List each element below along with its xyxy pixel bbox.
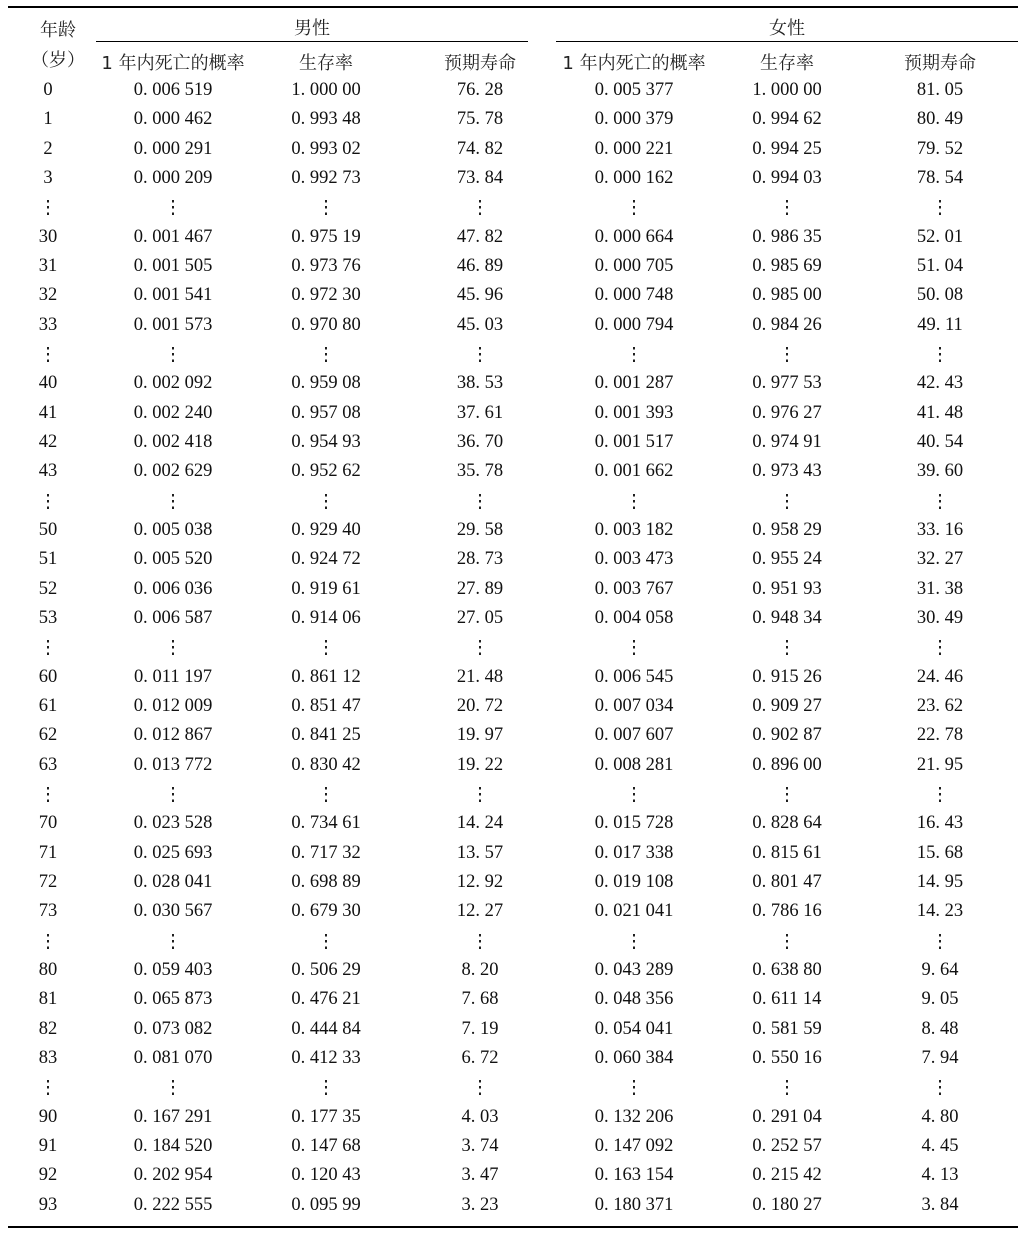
table-cell-age: 50 — [38, 519, 58, 540]
table-cell-female-life-expectancy: 9. 64 — [921, 959, 959, 980]
table-cell-male-survival-rate: 0. 993 02 — [291, 138, 361, 159]
table-cell-female-death-probability: 0. 007 034 — [594, 695, 674, 716]
table-cell-male-survival-rate: 0. 095 99 — [291, 1194, 361, 1215]
table-cell-female-life-expectancy: ⋮ — [930, 344, 950, 365]
table-cell-female-life-expectancy: 51. 04 — [916, 255, 964, 276]
table-cell-male-death-probability: 0. 006 036 — [133, 578, 213, 599]
table-cell-male-life-expectancy: 7. 19 — [461, 1018, 499, 1039]
table-cell-female-life-expectancy: 7. 94 — [921, 1047, 959, 1068]
table-cell-male-life-expectancy: ⋮ — [470, 638, 490, 659]
table-cell-female-death-probability: 0. 004 058 — [594, 607, 674, 628]
header-female-life-expectancy: 预期寿命 — [904, 53, 976, 74]
table-cell-male-life-expectancy: 76. 28 — [456, 80, 504, 100]
table-cell-male-death-probability: 0. 000 462 — [133, 109, 213, 130]
table-cell-male-life-expectancy: 20. 72 — [456, 695, 504, 716]
table-cell-male-death-probability: 0. 005 038 — [133, 519, 213, 540]
table-cell-female-life-expectancy: ⋮ — [930, 198, 950, 219]
header-female-group: 女性 — [769, 18, 805, 39]
table-cell-female-death-probability: 0. 001 287 — [594, 373, 674, 394]
table-cell-age: 33 — [38, 314, 58, 335]
table-cell-female-survival-rate: ⋮ — [777, 638, 797, 659]
table-cell-female-survival-rate: ⋮ — [777, 198, 797, 219]
table-cell-age: 92 — [38, 1165, 58, 1186]
table-cell-male-life-expectancy: ⋮ — [470, 491, 490, 512]
table-cell-male-life-expectancy: 13. 57 — [456, 842, 504, 863]
table-cell-female-life-expectancy: 9. 05 — [921, 989, 959, 1010]
table-cell-female-survival-rate: 0. 994 25 — [752, 138, 822, 159]
table-cell-male-survival-rate: 0. 830 42 — [291, 754, 361, 775]
table-cell-female-survival-rate: 0. 638 80 — [752, 959, 822, 980]
table-cell-female-death-probability: ⋮ — [624, 1078, 644, 1099]
table-cell-male-death-probability: ⋮ — [163, 491, 183, 512]
table-cell-female-life-expectancy: 21. 95 — [916, 754, 964, 775]
table-cell-female-death-probability: 0. 015 728 — [594, 813, 674, 834]
table-cell-female-life-expectancy: 16. 43 — [916, 813, 964, 834]
table-cell-female-life-expectancy: ⋮ — [930, 638, 950, 659]
table-cell-female-death-probability: ⋮ — [624, 344, 644, 365]
table-cell-male-survival-rate: 0. 698 89 — [291, 871, 361, 892]
table-cell-female-survival-rate: ⋮ — [777, 784, 797, 805]
table-cell-male-death-probability: 0. 059 403 — [133, 959, 213, 980]
table-cell-female-life-expectancy: 40. 54 — [916, 431, 964, 452]
table-cell-male-death-probability: 0. 013 772 — [133, 754, 213, 775]
table-cell-age: 93 — [38, 1194, 58, 1215]
table-cell-male-life-expectancy: 7. 68 — [461, 989, 499, 1010]
table-cell-female-life-expectancy: 14. 23 — [916, 901, 964, 922]
table-cell-female-life-expectancy: 50. 08 — [916, 285, 964, 306]
table-cell-female-death-probability: 0. 163 154 — [594, 1165, 674, 1186]
table-cell-female-survival-rate: 0. 986 35 — [752, 226, 822, 247]
table-cell-male-death-probability: 0. 012 867 — [133, 725, 213, 746]
table-cell-male-death-probability: ⋮ — [163, 1078, 183, 1099]
table-cell-male-survival-rate: 0. 476 21 — [291, 989, 361, 1010]
table-cell-female-survival-rate: 0. 973 43 — [752, 461, 822, 482]
table-cell-male-death-probability: 0. 025 693 — [133, 842, 213, 863]
table-cell-age: 32 — [38, 285, 58, 306]
table-cell-male-survival-rate: 0. 506 29 — [291, 959, 361, 980]
table-cell-female-survival-rate: 0. 815 61 — [752, 842, 822, 863]
table-cell-female-survival-rate: 0. 994 03 — [752, 167, 822, 188]
table-cell-male-death-probability: 0. 006 587 — [133, 607, 213, 628]
table-cell-female-death-probability: 0. 000 794 — [594, 314, 674, 335]
table-cell-male-life-expectancy: 21. 48 — [456, 666, 504, 687]
table-cell-male-survival-rate: 0. 957 08 — [291, 402, 361, 423]
table-cell-female-life-expectancy: 78. 54 — [916, 167, 964, 188]
table-cell-female-life-expectancy: 22. 78 — [916, 725, 964, 746]
table-cell-age: 1 — [43, 109, 53, 130]
table-cell-female-death-probability: 0. 000 664 — [594, 226, 674, 247]
table-cell-female-survival-rate: 0. 951 93 — [752, 578, 822, 599]
table-cell-female-life-expectancy: 41. 48 — [916, 402, 964, 423]
table-cell-female-survival-rate: 0. 948 34 — [752, 607, 822, 628]
table-cell-male-life-expectancy: 8. 20 — [461, 959, 499, 980]
table-cell-age: 52 — [38, 578, 58, 599]
table-cell-male-death-probability: 0. 065 873 — [133, 989, 213, 1010]
table-cell-female-death-probability: ⋮ — [624, 491, 644, 512]
table-cell-female-survival-rate: 0. 550 16 — [752, 1047, 822, 1068]
table-cell-age: 91 — [38, 1135, 58, 1156]
table-cell-male-death-probability: 0. 081 070 — [133, 1047, 213, 1068]
table-cell-male-survival-rate: 0. 993 48 — [291, 109, 361, 130]
table-cell-male-survival-rate: 0. 914 06 — [291, 607, 361, 628]
table-cell-female-death-probability: 0. 001 393 — [594, 402, 674, 423]
table-cell-male-death-probability: 0. 002 629 — [133, 461, 213, 482]
table-cell-age: 31 — [38, 255, 58, 276]
table-cell-age: 53 — [38, 607, 58, 628]
table-cell-female-death-probability: 0. 003 182 — [594, 519, 674, 540]
table-cell-male-death-probability: ⋮ — [163, 931, 183, 952]
table-cell-female-death-probability: 0. 006 545 — [594, 666, 674, 687]
table-cell-female-death-probability: 0. 019 108 — [594, 871, 674, 892]
table-cell-female-survival-rate: 0. 985 69 — [752, 255, 822, 276]
table-cell-female-survival-rate: 1. 000 00 — [752, 80, 822, 100]
table-cell-female-death-probability: 0. 132 206 — [594, 1106, 674, 1127]
table-cell-male-survival-rate: ⋮ — [316, 638, 336, 659]
table-cell-age: 82 — [38, 1018, 58, 1039]
table-cell-male-survival-rate: ⋮ — [316, 491, 336, 512]
table-cell-female-life-expectancy: 8. 48 — [921, 1018, 959, 1039]
table-cell-male-survival-rate: ⋮ — [316, 784, 336, 805]
table-cell-age: 43 — [38, 461, 58, 482]
table-cell-female-death-probability: ⋮ — [624, 198, 644, 219]
table-cell-male-death-probability: 0. 028 041 — [133, 871, 213, 892]
table-cell-female-death-probability: 0. 000 379 — [594, 109, 674, 130]
table-cell-female-life-expectancy: 23. 62 — [916, 695, 964, 716]
table-cell-female-survival-rate: ⋮ — [777, 491, 797, 512]
table-cell-female-death-probability: ⋮ — [624, 784, 644, 805]
table-cell-male-life-expectancy: 37. 61 — [456, 402, 504, 423]
table-cell-male-survival-rate: 0. 959 08 — [291, 373, 361, 394]
table-cell-male-survival-rate: 0. 970 80 — [291, 314, 361, 335]
table-cell-age: 2 — [43, 138, 53, 159]
table-cell-male-survival-rate: 0. 924 72 — [291, 549, 361, 570]
table-cell-male-death-probability: ⋮ — [163, 638, 183, 659]
table-cell-age: 41 — [38, 402, 58, 423]
table-cell-male-survival-rate: 0. 992 73 — [291, 167, 361, 188]
table-cell-female-death-probability: 0. 000 221 — [594, 138, 674, 159]
table-cell-male-life-expectancy: 38. 53 — [456, 373, 504, 394]
table-cell-female-life-expectancy: 52. 01 — [916, 226, 964, 247]
table-cell-male-life-expectancy: ⋮ — [470, 931, 490, 952]
table-cell-male-survival-rate: ⋮ — [316, 198, 336, 219]
table-cell-male-death-probability: 0. 030 567 — [133, 901, 213, 922]
table-cell-female-survival-rate: 0. 977 53 — [752, 373, 822, 394]
table-cell-male-death-probability: 0. 002 240 — [133, 402, 213, 423]
table-cell-female-life-expectancy: 15. 68 — [916, 842, 964, 863]
table-cell-female-survival-rate: 0. 974 91 — [752, 431, 822, 452]
table-cell-female-survival-rate: 0. 291 04 — [752, 1106, 822, 1127]
table-cell-female-life-expectancy: 32. 27 — [916, 549, 964, 570]
table-cell-female-life-expectancy: ⋮ — [930, 491, 950, 512]
header-age-line1: 年龄 — [40, 20, 76, 41]
table-cell-male-life-expectancy: 28. 73 — [456, 549, 504, 570]
table-cell-male-survival-rate: 0. 919 61 — [291, 578, 361, 599]
table-cell-male-life-expectancy: ⋮ — [470, 198, 490, 219]
table-cell-female-death-probability: 0. 054 041 — [594, 1018, 674, 1039]
table-cell-female-life-expectancy: 14. 95 — [916, 871, 964, 892]
table-cell-male-survival-rate: ⋮ — [316, 931, 336, 952]
table-cell-male-survival-rate: 0. 952 62 — [291, 461, 361, 482]
table-cell-female-death-probability: 0. 000 705 — [594, 255, 674, 276]
table-cell-male-life-expectancy: 46. 89 — [456, 255, 504, 276]
table-cell-male-survival-rate: 0. 734 61 — [291, 813, 361, 834]
table-cell-male-survival-rate: 0. 147 68 — [291, 1135, 361, 1156]
table-cell-male-death-probability: 0. 005 520 — [133, 549, 213, 570]
table-cell-male-death-probability: 0. 202 954 — [133, 1165, 213, 1186]
table-cell-male-life-expectancy: 27. 05 — [456, 607, 504, 628]
table-cell-male-life-expectancy: 35. 78 — [456, 461, 504, 482]
table-cell-male-life-expectancy: ⋮ — [470, 344, 490, 365]
table-cell-male-life-expectancy: 3. 74 — [461, 1135, 499, 1156]
table-cell-male-survival-rate: 0. 444 84 — [291, 1018, 361, 1039]
table-cell-male-life-expectancy: 6. 72 — [461, 1047, 499, 1068]
table-cell-female-life-expectancy: ⋮ — [930, 931, 950, 952]
table-cell-age: 90 — [38, 1106, 58, 1127]
table-cell-male-life-expectancy: 12. 92 — [456, 871, 504, 892]
table-cell-female-death-probability: ⋮ — [624, 931, 644, 952]
table-cell-age: 63 — [38, 754, 58, 775]
header-male-group: 男性 — [294, 18, 330, 39]
table-cell-age: 81 — [38, 989, 58, 1010]
table-cell-age: 51 — [38, 549, 58, 570]
table-cell-female-survival-rate: 0. 955 24 — [752, 549, 822, 570]
table-cell-male-survival-rate: 0. 120 43 — [291, 1165, 361, 1186]
table-cell-male-death-probability: 0. 184 520 — [133, 1135, 213, 1156]
table-cell-female-life-expectancy: ⋮ — [930, 784, 950, 805]
header-male-death-probability: 1 年内死亡的概率 — [101, 53, 245, 74]
table-cell-female-survival-rate: 0. 896 00 — [752, 754, 822, 775]
table-cell-male-survival-rate: 0. 972 30 — [291, 285, 361, 306]
table-cell-age: 3 — [43, 167, 53, 188]
table-cell-female-survival-rate: 0. 984 26 — [752, 314, 822, 335]
table-cell-male-death-probability: 0. 167 291 — [133, 1106, 213, 1127]
table-cell-female-life-expectancy: 80. 49 — [916, 109, 964, 130]
table-cell-age: 40 — [38, 373, 58, 394]
header-male-life-expectancy: 预期寿命 — [444, 53, 516, 74]
table-cell-male-death-probability: 0. 000 291 — [133, 138, 213, 159]
table-cell-female-death-probability: 0. 005 377 — [594, 80, 674, 100]
table-cell-male-survival-rate: 0. 679 30 — [291, 901, 361, 922]
table-cell-female-survival-rate: 0. 215 42 — [752, 1165, 822, 1186]
table-cell-male-survival-rate: 0. 973 76 — [291, 255, 361, 276]
table-cell-female-survival-rate: 0. 581 59 — [752, 1018, 822, 1039]
table-cell-female-survival-rate: 0. 828 64 — [752, 813, 822, 834]
table-cell-male-life-expectancy: ⋮ — [470, 1078, 490, 1099]
table-cell-male-survival-rate: ⋮ — [316, 344, 336, 365]
table-cell-age: 42 — [38, 431, 58, 452]
table-cell-male-life-expectancy: 45. 96 — [456, 285, 504, 306]
table-cell-female-survival-rate: 0. 252 57 — [752, 1135, 822, 1156]
table-cell-female-survival-rate: ⋮ — [777, 344, 797, 365]
table-cell-female-life-expectancy: 39. 60 — [916, 461, 964, 482]
table-cell-female-life-expectancy: 4. 80 — [921, 1106, 959, 1127]
table-cell-female-life-expectancy: 31. 38 — [916, 578, 964, 599]
table-cell-female-death-probability: 0. 000 162 — [594, 167, 674, 188]
table-cell-male-death-probability: 0. 023 528 — [133, 813, 213, 834]
table-cell-male-death-probability: 0. 222 555 — [133, 1194, 213, 1215]
table-cell-female-life-expectancy: 42. 43 — [916, 373, 964, 394]
table-cell-male-life-expectancy: 45. 03 — [456, 314, 504, 335]
table-cell-age: 0 — [43, 80, 53, 100]
table-cell-female-death-probability: 0. 001 662 — [594, 461, 674, 482]
table-cell-male-survival-rate: 0. 929 40 — [291, 519, 361, 540]
table-cell-female-life-expectancy: ⋮ — [930, 1078, 950, 1099]
table-cell-female-death-probability: 0. 000 748 — [594, 285, 674, 306]
table-cell-male-life-expectancy: 19. 22 — [456, 754, 504, 775]
table-cell-age: 70 — [38, 813, 58, 834]
table-cell-age: ⋮ — [38, 344, 58, 365]
table-cell-male-life-expectancy: 14. 24 — [456, 813, 504, 834]
table-cell-female-survival-rate: 0. 976 27 — [752, 402, 822, 423]
table-cell-female-survival-rate: 0. 902 87 — [752, 725, 822, 746]
table-cell-age: ⋮ — [38, 638, 58, 659]
table-cell-female-death-probability: 0. 048 356 — [594, 989, 674, 1010]
table-cell-female-survival-rate: ⋮ — [777, 931, 797, 952]
table-cell-female-death-probability: 0. 043 289 — [594, 959, 674, 980]
table-cell-age: 80 — [38, 959, 58, 980]
table-cell-age: 71 — [38, 842, 58, 863]
table-cell-male-death-probability: 0. 001 573 — [133, 314, 213, 335]
female-group-rule — [556, 41, 1018, 42]
table-cell-age: 60 — [38, 666, 58, 687]
table-cell-female-survival-rate: 0. 985 00 — [752, 285, 822, 306]
table-cell-female-death-probability: 0. 180 371 — [594, 1194, 674, 1215]
table-cell-male-survival-rate: 0. 975 19 — [291, 226, 361, 247]
header-female-survival-rate: 生存率 — [760, 53, 814, 74]
header-male-survival-rate: 生存率 — [299, 53, 353, 74]
table-cell-male-death-probability: 0. 002 092 — [133, 373, 213, 394]
table-cell-female-life-expectancy: 33. 16 — [916, 519, 964, 540]
table-cell-male-life-expectancy: 19. 97 — [456, 725, 504, 746]
table-cell-male-death-probability: 0. 006 519 — [133, 80, 213, 100]
table-cell-female-death-probability: 0. 003 473 — [594, 549, 674, 570]
table-cell-female-death-probability: 0. 060 384 — [594, 1047, 674, 1068]
table-cell-female-survival-rate: 0. 611 14 — [752, 989, 822, 1010]
table-cell-male-death-probability: ⋮ — [163, 198, 183, 219]
table-cell-age: 73 — [38, 901, 58, 922]
table-cell-male-death-probability: ⋮ — [163, 344, 183, 365]
header-female-death-probability: 1 年内死亡的概率 — [562, 53, 706, 74]
header-age-line2: （岁） — [31, 50, 85, 71]
table-cell-age: ⋮ — [38, 784, 58, 805]
table-cell-male-life-expectancy: 4. 03 — [461, 1106, 499, 1127]
table-cell-age: 61 — [38, 695, 58, 716]
table-cell-age: ⋮ — [38, 198, 58, 219]
table-cell-female-survival-rate: 0. 958 29 — [752, 519, 822, 540]
table-cell-age: 62 — [38, 725, 58, 746]
table-cell-female-death-probability: 0. 147 092 — [594, 1135, 674, 1156]
table-cell-male-life-expectancy: 73. 84 — [456, 167, 504, 188]
table-cell-male-life-expectancy: 47. 82 — [456, 226, 504, 247]
bottom-rule — [8, 1226, 1018, 1228]
table-cell-male-life-expectancy: 3. 47 — [461, 1165, 499, 1186]
table-cell-female-death-probability: 0. 003 767 — [594, 578, 674, 599]
table-cell-male-life-expectancy: 74. 82 — [456, 138, 504, 159]
table-cell-female-survival-rate: 0. 994 62 — [752, 109, 822, 130]
table-cell-male-life-expectancy: 12. 27 — [456, 901, 504, 922]
table-cell-female-life-expectancy: 30. 49 — [916, 607, 964, 628]
table-cell-female-life-expectancy: 24. 46 — [916, 666, 964, 687]
table-cell-male-survival-rate: 0. 851 47 — [291, 695, 361, 716]
table-cell-male-death-probability: 0. 001 505 — [133, 255, 213, 276]
table-cell-female-survival-rate: ⋮ — [777, 1078, 797, 1099]
table-cell-male-death-probability: 0. 000 209 — [133, 167, 213, 188]
table-cell-male-life-expectancy: 75. 78 — [456, 109, 504, 130]
table-cell-female-life-expectancy: 4. 13 — [921, 1165, 959, 1186]
table-cell-female-death-probability: 0. 007 607 — [594, 725, 674, 746]
table-cell-age: ⋮ — [38, 931, 58, 952]
table-cell-male-life-expectancy: 3. 23 — [461, 1194, 499, 1215]
table-cell-age: 83 — [38, 1047, 58, 1068]
table-cell-female-survival-rate: 0. 801 47 — [752, 871, 822, 892]
table-cell-age: ⋮ — [38, 491, 58, 512]
table-cell-female-life-expectancy: 3. 84 — [921, 1194, 959, 1215]
table-cell-male-survival-rate: 1. 000 00 — [291, 80, 361, 100]
table-cell-female-survival-rate: 0. 909 27 — [752, 695, 822, 716]
table-cell-male-survival-rate: 0. 177 35 — [291, 1106, 361, 1127]
table-cell-female-survival-rate: 0. 915 26 — [752, 666, 822, 687]
table-cell-male-survival-rate: 0. 861 12 — [291, 666, 361, 687]
table-cell-female-death-probability: 0. 021 041 — [594, 901, 674, 922]
table-cell-female-life-expectancy: 4. 45 — [921, 1135, 959, 1156]
table-cell-male-survival-rate: 0. 954 93 — [291, 431, 361, 452]
table-cell-male-survival-rate: 0. 841 25 — [291, 725, 361, 746]
table-cell-age: 72 — [38, 871, 58, 892]
top-rule — [8, 6, 1018, 8]
table-cell-female-life-expectancy: 81. 05 — [916, 80, 964, 100]
table-cell-male-life-expectancy: 27. 89 — [456, 578, 504, 599]
table-cell-male-death-probability: 0. 001 541 — [133, 285, 213, 306]
table-cell-female-death-probability: 0. 017 338 — [594, 842, 674, 863]
male-group-rule — [96, 41, 528, 42]
table-cell-male-life-expectancy: 36. 70 — [456, 431, 504, 452]
table-cell-female-death-probability: ⋮ — [624, 638, 644, 659]
table-cell-male-death-probability: 0. 073 082 — [133, 1018, 213, 1039]
table-cell-male-death-probability: 0. 012 009 — [133, 695, 213, 716]
table-cell-age: 30 — [38, 226, 58, 247]
table-cell-female-survival-rate: 0. 180 27 — [752, 1194, 822, 1215]
table-cell-male-survival-rate: 0. 412 33 — [291, 1047, 361, 1068]
table-cell-female-life-expectancy: 79. 52 — [916, 138, 964, 159]
table-cell-age: ⋮ — [38, 1078, 58, 1099]
table-cell-female-survival-rate: 0. 786 16 — [752, 901, 822, 922]
table-cell-male-survival-rate: 0. 717 32 — [291, 842, 361, 863]
table-cell-male-death-probability: 0. 011 197 — [134, 666, 212, 687]
table-cell-female-death-probability: 0. 008 281 — [594, 754, 674, 775]
table-cell-male-death-probability: 0. 002 418 — [133, 431, 213, 452]
table-cell-female-death-probability: 0. 001 517 — [594, 431, 674, 452]
table-cell-male-life-expectancy: ⋮ — [470, 784, 490, 805]
table-cell-male-death-probability: ⋮ — [163, 784, 183, 805]
table-cell-male-survival-rate: ⋮ — [316, 1078, 336, 1099]
table-cell-male-life-expectancy: 29. 58 — [456, 519, 504, 540]
table-cell-female-life-expectancy: 49. 11 — [917, 314, 963, 335]
table-cell-male-death-probability: 0. 001 467 — [133, 226, 213, 247]
